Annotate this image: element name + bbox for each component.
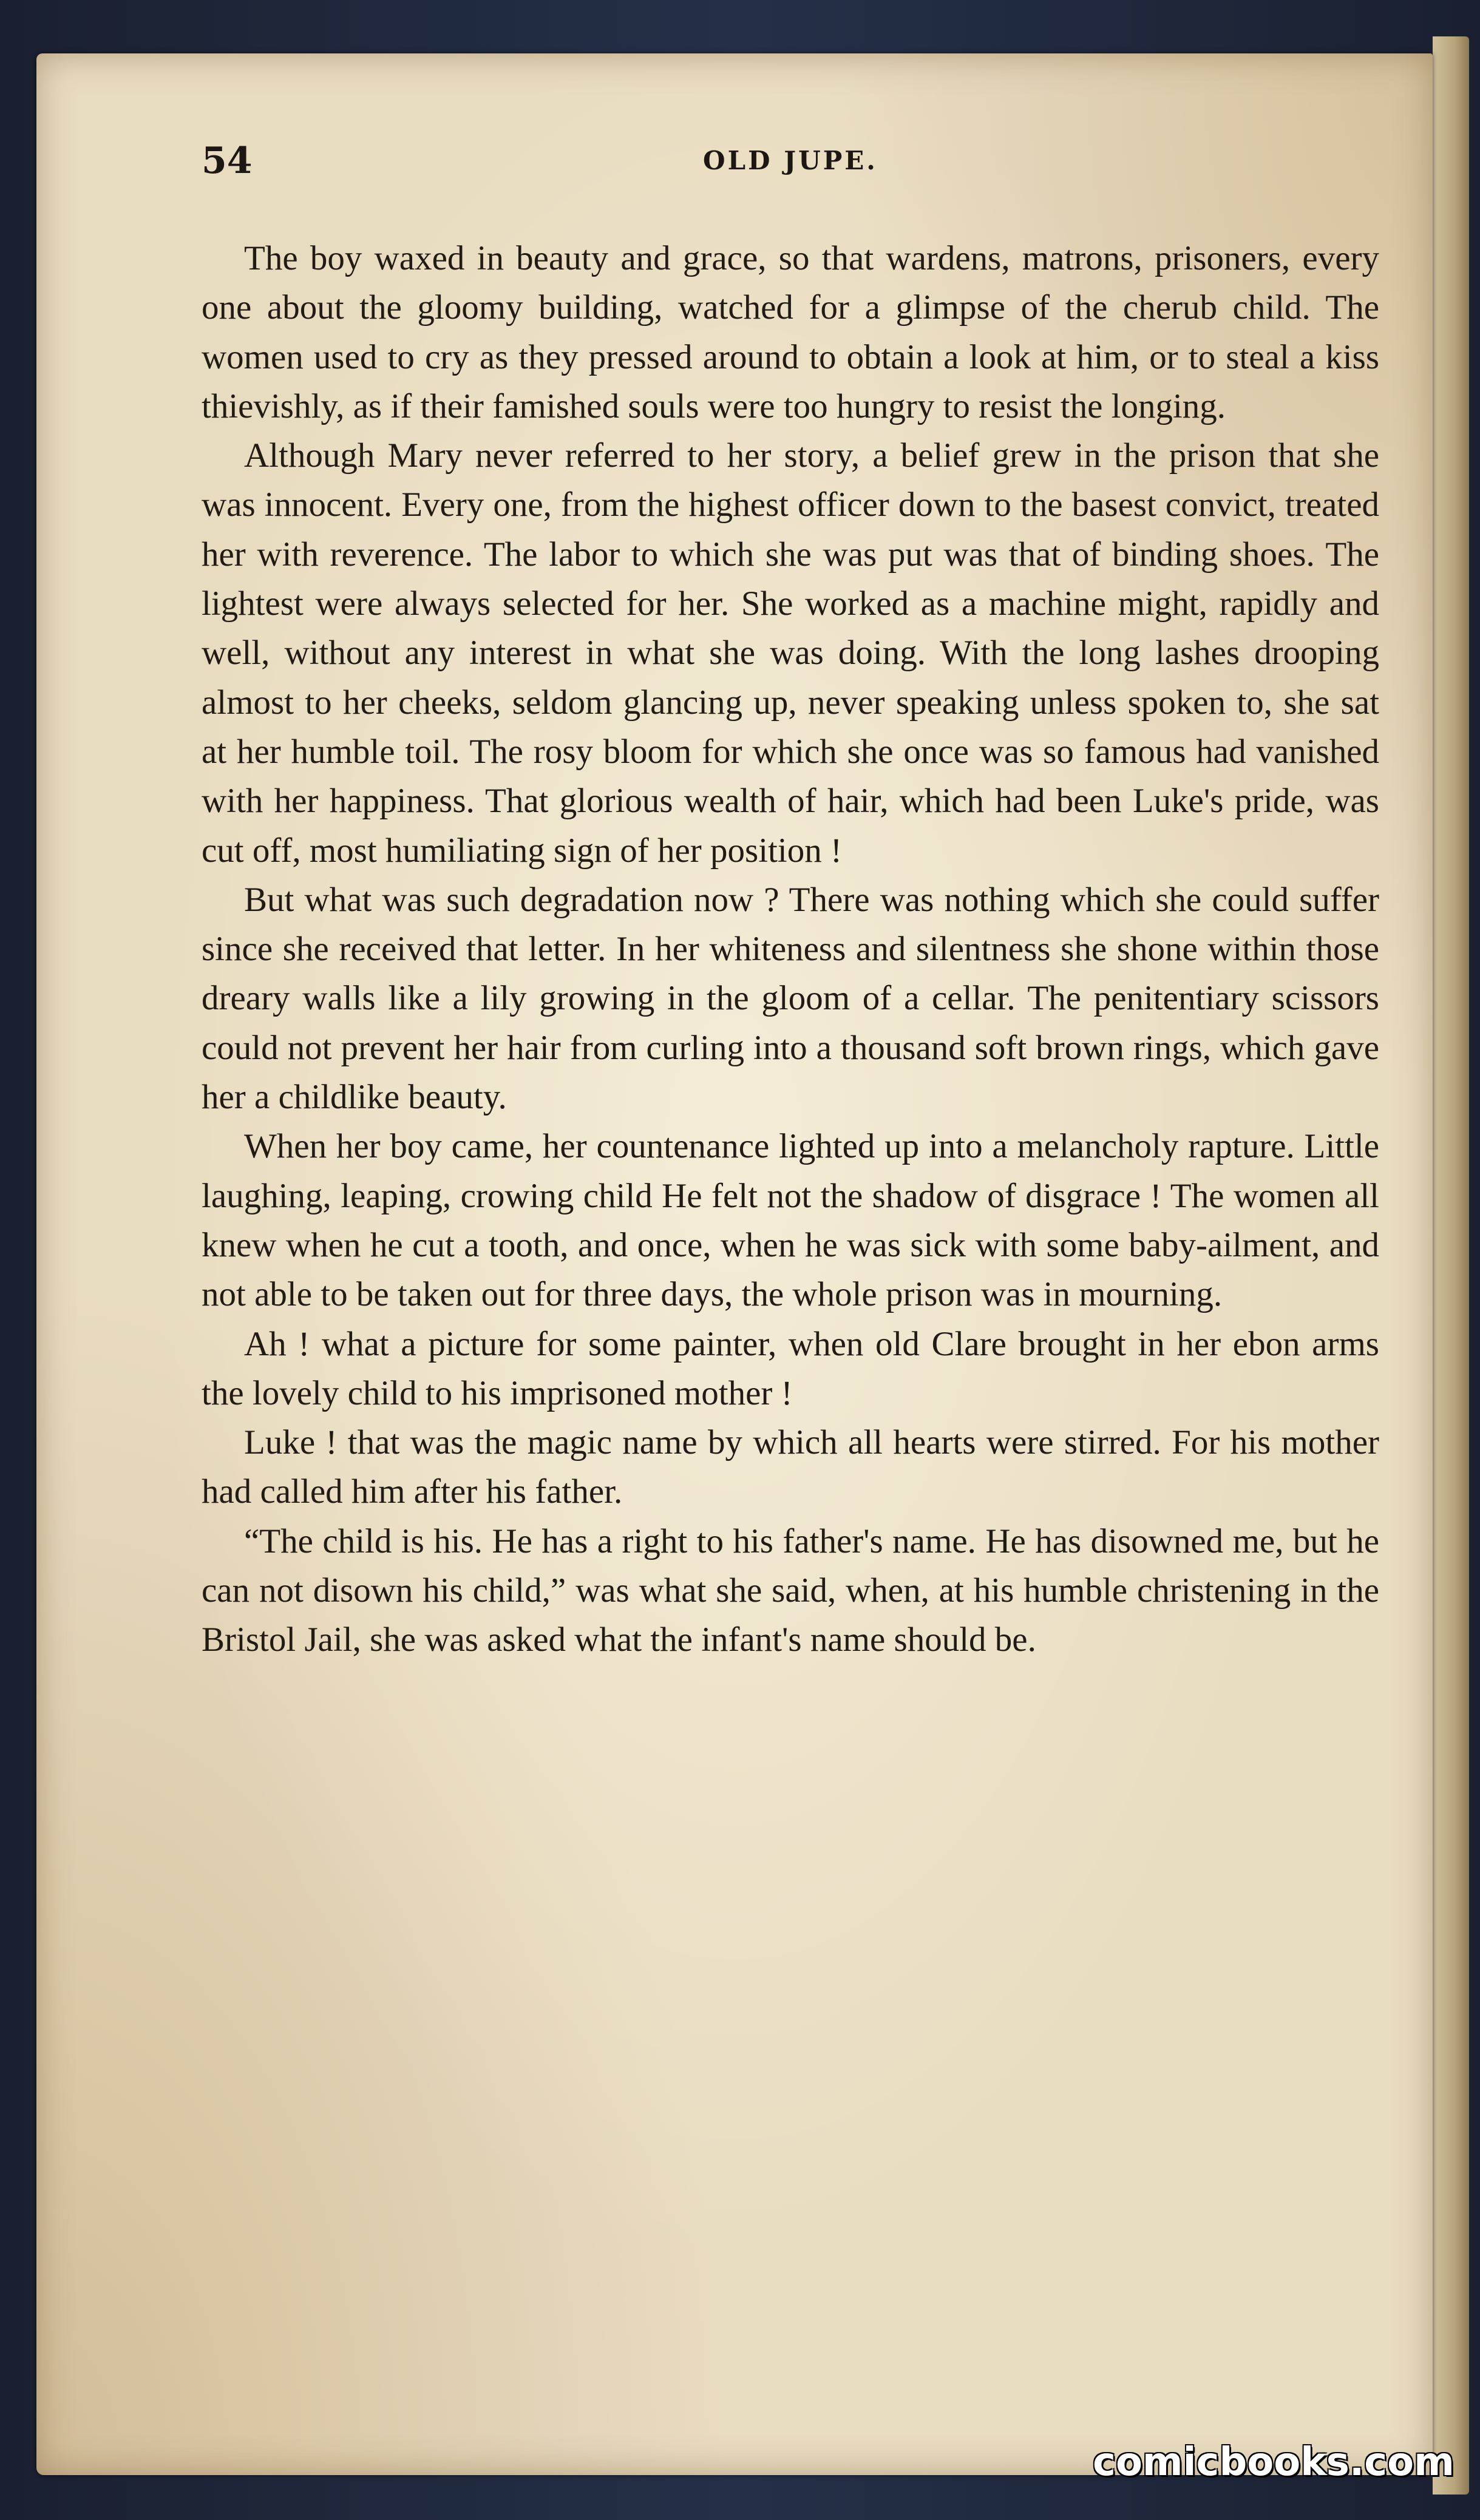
paragraph: But what was such degradation now ? There was nothing which she could suffer since she received that letter. In her whiteness and silentness she shone within those dreary walls like a lily growing in the gloom of a cellar. The penitentiary scissors could not prevent her hair from curling into a thousand soft brown rings, which gave her a childlike beauty. — [202, 880, 1379, 1117]
page-body-text — [202, 234, 1379, 1665]
paragraph: Although Mary never referred to her story, a belief grew in the prison that she was innocent. Every one, from the highest officer down to the basest convict, treated her with reverence. The labor to which she was put was that of binding shoes. The lightest were always selected for her. She worked as a machine might, rapidly and well, without any interest in what she was doing. With the long lashes drooping almost to her cheeks, seldom glancing up, never speaking unless spoken to, she sat at her humble toil. The rosy bloom for which she once was so famous had vanished with her happiness. That glorious wealth of hair, which had been Luke's pride, was cut off, most humiliating sign of her position ! — [202, 436, 1379, 870]
paragraph: “The child is his. He has a right to his father's name. He has disowned me, but he can not disown his child,” was what she said, when, at his humble christening in the Bristol Jail, she was asked what the infant's name should be. — [202, 1522, 1379, 1659]
site-watermark: comicbooks.com — [1093, 2440, 1455, 2485]
running-title: OLD JUPE. — [703, 146, 878, 175]
book-spine-edge — [1433, 36, 1469, 2495]
paragraph: When her boy came, her countenance lighted up into a melancholy rapture. Little laughing, leaping, crowing child He felt not the shadow of disgrace ! The women all knew when he cut a tooth, and once, when he was sick with some baby-ailment, and not able to be taken out for three days, the whole prison was in mourning. — [202, 1127, 1379, 1314]
paragraph: Luke ! that was the magic name by which all hearts were stirred. For his mother had called him after his father. — [202, 1423, 1379, 1511]
page-number: 54 — [202, 140, 253, 182]
paragraph: Ah ! what a picture for some painter, when old Clare brought in her ebon arms the lovely child to his imprisoned mother ! — [202, 1324, 1379, 1412]
page-header — [202, 140, 1379, 188]
paragraph: The boy waxed in beauty and grace, so that wardens, matrons, prisoners, every one about the gloomy building, watched for a glimpse of the cherub child. The women used to cry as they pressed around to obtain a look at him, or to steal a kiss thievishly, as if their famished souls were too hungry to resist the longing. — [202, 239, 1379, 425]
